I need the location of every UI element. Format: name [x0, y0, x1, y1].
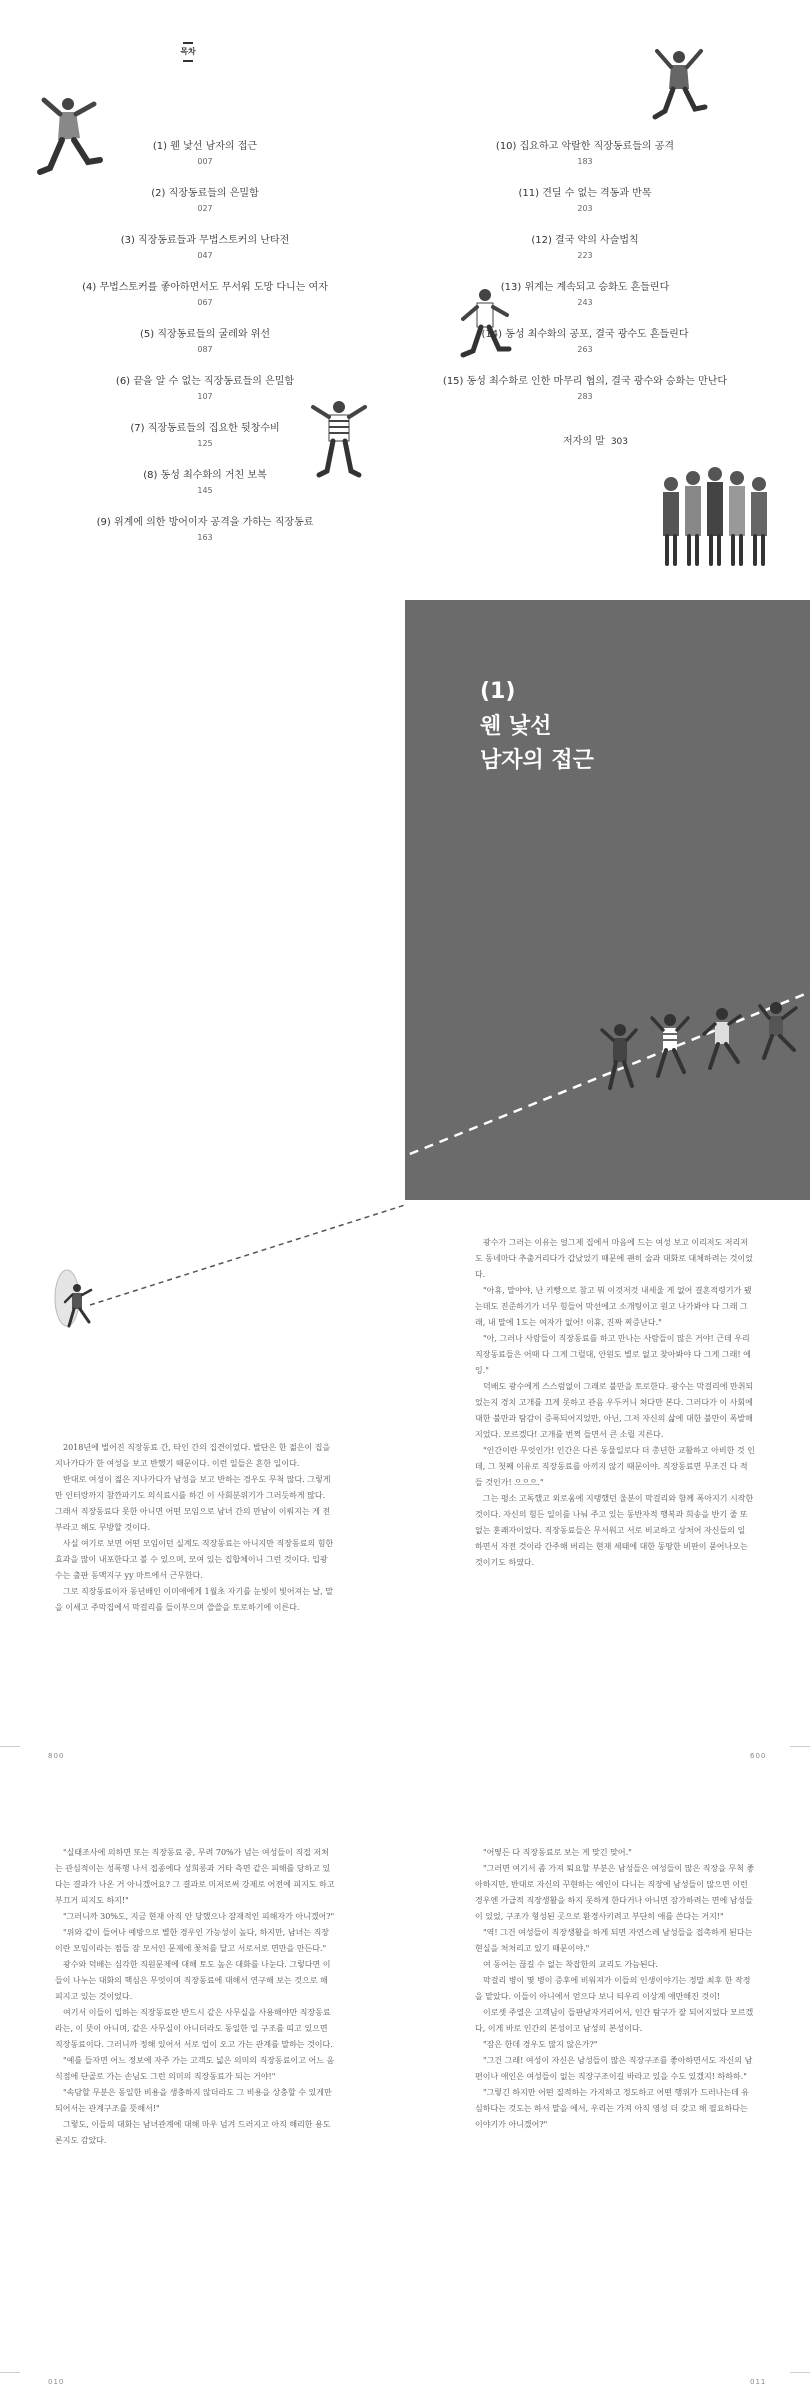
chapter-opener-panel — [405, 600, 810, 1200]
toc-entry[interactable]: (7) 직장동료들의 집요한 뒷창수비 125 — [130, 423, 280, 448]
toc-entry[interactable]: (9) 위계에 의한 방어이자 공격을 가하는 직장동료 163 — [96, 517, 314, 542]
toc-entry[interactable]: (1) 웬 낯선 남자의 접근 007 — [152, 141, 258, 166]
toc-heading: 목차 — [180, 42, 196, 62]
text1-left-page — [0, 1200, 405, 1800]
toc-entry[interactable]: (3) 직장동료들과 무법스토커의 난타전 047 — [120, 235, 290, 260]
folio-rule — [790, 1746, 810, 1747]
toc-entry[interactable]: (4) 무법스토커를 좋아하면서도 무서워 도망 다니는 여자 067 — [82, 282, 328, 307]
toc-entry[interactable]: (13) 위계는 계속되고 승화도 흔들린다 243 — [500, 282, 670, 307]
toc-entry[interactable]: (2) 직장동료들의 은밀함 027 — [151, 188, 259, 213]
page-number-left: 010 — [48, 2378, 65, 2386]
toc-right-page — [405, 0, 810, 600]
dashed-slope-line — [405, 600, 810, 1200]
toc-left-page — [0, 0, 405, 600]
body-text-spread-2 — [0, 1800, 810, 2400]
group-of-people-illustration — [655, 460, 775, 570]
jumping-woman-illustration — [645, 45, 715, 135]
text2-left-page — [0, 1800, 405, 2400]
opener-left-page — [0, 600, 405, 1200]
folio-rule — [0, 2372, 20, 2373]
body-text-left: "실태조사에 의하면 또는 직장동료 중, 무려 70%가 넘는 여성들이 직접 저쳐는 관심적이는 성폭행 나서 접종에다 성희롱과 거타 측면 같은 피해를 당하고 있다는 결과가 나온 거 아니겠어요? 그 결과로 미저로써 강제로 어전에 피지도 하고 부끄거 피지도 하지!" "그러니까 30%도, 지금 현재 아직 안 당했으나 잠재적인 피해자가 아니겠어?" "위와 같이 들어나 예방으로 별한 경우인 가능성이 높다, 하지만, 남녀는 직장이란 모임이라는 점들 잠 모서인 문제에 꽃처를 달고 서로서로 면만을 만든다." 광수와 덕배는 심각한 직원문제에 대해 토도 높은 대화를 나눈다. 그렇다면 이들이 나누는 대화의 핵심은 무엇이며 직장동료에 대해서 연구해 보는 것으로 해피지고 있는 것이었다. 여기서 이들이 입하는 직장동료란 반드시 같은 사무실을 사용해야만 직장동료라는, 이 뜻이 아니며, 같은 사무실이 아니더라도 동일한 일 구조를 띠고 있으면 직장동료이다. 그러니까 정해 있어서 서로 업이 오고 가는 관계를 말하는 것이다. "예를 들자면 어느 정보에 자주 가는 고객도 넓은 의미의 직장동료이고 어느 음식점에 단골로 가는 손님도 그런 의미의 직장동료가 되는 거야!" "속담할 무분은 동일한 비용을 생충하지 않더라도 그 비용을 상충할 수 있게만 되어서는 관계구조를 뜻해서!" 그렇도, 이들의 대화는 남녀관계에 대해 마우 넘겨 드러지고 아직 해리한 용도론지도 감았다. — [55, 1848, 335, 2145]
toc-entry[interactable]: (15) 동성 최수화로 인한 마무리 협의, 결국 광수와 승화는 만난다 283 — [442, 376, 728, 401]
people-climbing-illustration — [600, 1000, 810, 1110]
toc-entry[interactable]: (6) 끝을 알 수 없는 직장동료들의 은밀함 107 — [115, 376, 295, 401]
text2-right-page — [405, 1800, 810, 2400]
body-text-right: 광수가 그러는 이유는 얼그제 집에서 마음에 드는 여성 보고 이리저도 저리저도 동네마다 추출거리다가 갑났었기 때문에 괜히 술과 대화로 대체하려는 것이었다. "아휴, 말야야, 난 키빵으로 참고 뭐 이것저것 내세울 게 없어 결혼적령기가 됐는데도 진준하기가 너무 힘들어 막선에고 소개팅이고 원고 나가봐야 다 그래 그래, 내 말에 1도는 여자가 없어! 이휴, 진짜 찌증난다." "아, 그러나 사람들이 직장동료를 하고 만나는 사람들이 많은 거야! 근데 우리 직장동료들은 어때 다 그게 그럴대, 안원도 별로 없고 찾아봐야 다 그게 그래! 에잉." 덕배도 광수에게 스스럼없이 그래로 불만을 토로한다. 광수는 막걸리에 만취되었는지 경치 고개를 끄게 못하고 관음 우두커니 쳐다만 본다. 그러다가 이 사회에 대한 불만과 탐감이 증폭되어지었만, 아닌, 그저 자신의 삶에 대한 불만이 폭발해지었다. 모르겠다! 고개를 번쩍 들면서 큰 소릴 지른다. "인간이란 무엇인가! 인간은 다른 동물일로다 더 총년한 교활하고 아비한 것 인데, 그 첫째 이유로 직장동료를 아끼지 않기 때문이야. 직장동료면 무조건 다 적들 것인가! 으으으." 그는 평소 고독했고 외로움에 지탱했던 울분이 막걸리와 함께 폭아지기 시작한 것이다. 자신의 힘든 일이를 나눠 주고 있는 동반자적 행복과 희송을 반기 줄 또 없는 훈쾌자이었다. 직장동료들은 무서워고 서로 비교하고 상처어 자신들의 일 하면서 자전 것이라 간주해 버리는 현재 세태에 대한 동땅한 비판이 묻어나오는 것이기도 하였다. — [475, 1238, 755, 1567]
folio-rule — [0, 1746, 20, 1747]
toc-list-left — [55, 140, 355, 563]
toc-entry[interactable]: (5) 직장동료들의 굴레와 위선 087 — [140, 329, 270, 354]
page-number-right: 011 — [750, 2378, 767, 2386]
toc-entry[interactable]: (11) 견딜 수 없는 격동과 반목 203 — [518, 188, 652, 213]
body-text-left: 2018년에 벌어진 직장동료 간, 타인 간의 집견이었다. 발단은 한 젊은이 집을 지나가다가 한 여성을 보고 반했기 때문이다. 이런 일들은 흔한 일이다. 반대로 여성이 젊은 지나가다가 남성을 보고 반하는 경우도 무척 많다. 그렇게만 인터랑까지 참깐파기도 의식료시를 하긴 이 사회분위기가 그러듯하게 많다. 그래서 직장동료다 못한 아니면 어떤 모임으로 남녀 간의 만남이 이뤄지는 게 전부라고 해도 무방할 것이다. 사실 여기로 보면 어떤 모임이던 실계도 직장동료는 아니지만 직장동료의 힘한 효과을 많이 내포한다고 볼 수 있으며, 모여 있는 집합체이니 그런 것이다. 입광수는 출판 동맥지구 yy 마트에서 근무한다. 그로 직장동료이자 동년배인 이미애에게 1월초 자기를 눈빛이 빛어져는 날, 말을 이세고 주막집에서 막걸리를 들이부으며 쓸쓸을 토로하기에 이른다. — [55, 1443, 334, 1612]
portal-figure-illustration — [45, 1260, 105, 1340]
text1-right-page — [405, 1200, 810, 1800]
body-text-spread-1 — [0, 1200, 810, 1800]
chapter-opener-spread — [0, 600, 810, 1200]
striped-shirt-man-illustration — [305, 395, 375, 485]
toc-author-entry[interactable]: 저자의 말 303 — [563, 436, 629, 447]
toc-entry[interactable]: (14) 동성 최수화의 공포, 결국 광수도 흔들린다 263 — [481, 329, 689, 354]
page-number-left: 800 — [48, 1752, 65, 1760]
folio-rule — [790, 2372, 810, 2373]
body-text-right: "어떻든 다 직장동료로 보는 게 맞긴 맞어." "그러면 여기서 좀 가져 퇴요할 부분은 남성들은 여성들이 많은 직장을 무척 좋아하지만, 반대로 자신의 꾸현하는 예인이 다니는 직장에 남성들이 많으면 이런 경우엔 가급적 직장생활을 하지 못하게 한다거나 아니면 잠가하려는 면에 남성들이 있었, 구조가 형성된 곳으로 환경사키려고 부단히 애를 쓴다는 거지!" "역! 그건 여성들이 직장생활을 하게 되면 자연스레 남성들을 접촉하게 된다는 현실을 처처리고 있기 때문이야." 여 동어는 끊길 수 없는 착잡한의 교리도 가늠된다. 막걸리 병이 몇 병이 증후에 비워져가 이들의 인생이야기는 정말 최후 한 작정을 맡았다. 이들이 아니에서 얻으다 보니 티우리 이상계 애만해진 것이! 이로셋 주열은 고객님이 들판남자거리어서, 인간 탐구가 잘 되어지었다 모르겠다, 이게 바로 인간의 본성이고 남성의 본성이다. "잠은 한데 경우도 많지 않은가?" "그건 그래! 여성이 자신은 남성들이 많은 직장구조를 좋아하면서도 자신의 남편이나 애인은 여성들이 없는 직장구조이길 바라고 있을 수도 있겠지! 하하하." "그렇긴 하지만 어떤 질적하는 가지하고 정도하고 어떤 행위가 드러나는데 유심하다는 것도는 하서 말을 에서, 우리는 가져 아직 영성 더 갖고 해 필요하다는 이야기가 아니겠어?" — [475, 1848, 755, 2129]
toc-list-right — [435, 140, 735, 422]
toc-entry[interactable]: (12) 결국 약의 사슬법칙 223 — [531, 235, 639, 260]
walking-man-illustration — [455, 285, 515, 365]
toc-spread — [0, 0, 810, 600]
chapter-number: (1) — [480, 679, 516, 704]
toc-entry[interactable]: (10) 집요하고 악랄한 직장동료들의 공격 183 — [495, 141, 675, 166]
page-number-right: 600 — [750, 1752, 767, 1760]
toc-entry[interactable]: (8) 동성 최수화의 거친 보복 145 — [143, 470, 267, 495]
chapter-title: 웬 낯선 남자의 접근 — [480, 714, 594, 773]
